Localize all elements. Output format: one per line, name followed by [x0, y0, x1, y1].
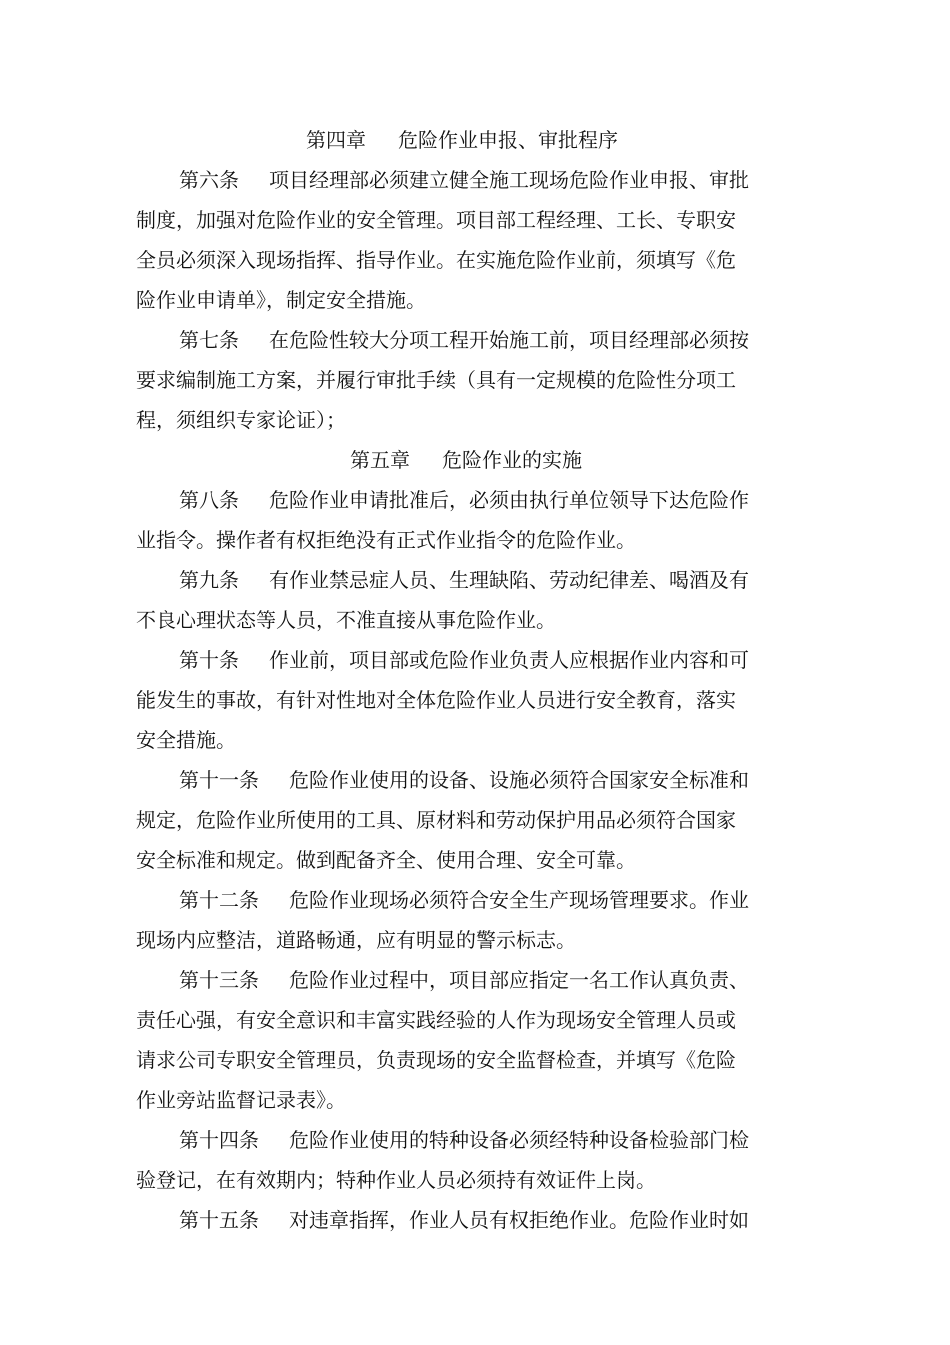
article-line	[136, 960, 776, 1000]
article-line	[136, 560, 776, 600]
chapter-heading	[136, 440, 776, 480]
document-page	[136, 120, 776, 1240]
chapter-title: 危险作业的实施	[442, 448, 582, 472]
article-text: 在危险性较大分项工程开始施工前，项目经理部必须按	[269, 328, 749, 352]
article-line: 规定，危险作业所使用的工具、原材料和劳动保护用品必须符合国家	[136, 808, 736, 832]
article-text: 危险作业使用的设备、设施必须符合国家安全标准和	[289, 768, 749, 792]
article-number: 第十四条	[179, 1128, 259, 1152]
article-line: 全员必须深入现场指挥、指导作业。在实施危险作业前，须填写《危	[136, 248, 736, 272]
article-number: 第十二条	[179, 888, 259, 912]
article-line: 现场内应整洁，道路畅通，应有明显的警示标志。	[136, 928, 576, 952]
article-line	[136, 160, 776, 200]
article-line: 安全措施。	[136, 728, 236, 752]
article-text: 有作业禁忌症人员、生理缺陷、劳动纪律差、喝酒及有	[269, 568, 749, 592]
chapter-number: 第五章	[350, 448, 410, 472]
article-line: 作业旁站监督记录表》。	[136, 1088, 346, 1112]
chapter-title: 危险作业申报、审批程序	[398, 128, 618, 152]
article-line	[136, 1120, 776, 1160]
article-number: 第八条	[179, 488, 239, 512]
article-text: 危险作业使用的特种设备必须经特种设备检验部门检	[289, 1128, 749, 1152]
article-number: 第九条	[179, 568, 239, 592]
article-line	[136, 480, 776, 520]
article-number: 第十三条	[179, 968, 259, 992]
article-text: 项目经理部必须建立健全施工现场危险作业申报、审批	[269, 168, 749, 192]
article-line	[136, 640, 776, 680]
article-number: 第十五条	[179, 1208, 259, 1232]
article-line: 业指令。操作者有权拒绝没有正式作业指令的危险作业。	[136, 528, 636, 552]
article-number: 第七条	[179, 328, 239, 352]
article-number: 第十一条	[179, 768, 259, 792]
article-number: 第十条	[179, 648, 239, 672]
article-line: 请求公司专职安全管理员，负责现场的安全监督检查，并填写《危险	[136, 1048, 736, 1072]
article-line	[136, 1200, 776, 1240]
article-line: 不良心理状态等人员，不准直接从事危险作业。	[136, 608, 556, 632]
article-line: 能发生的事故，有针对性地对全体危险作业人员进行安全教育，落实	[136, 688, 736, 712]
article-line: 要求编制施工方案，并履行审批手续（具有一定规模的危险性分项工	[136, 368, 736, 392]
article-line	[136, 320, 776, 360]
article-text: 危险作业过程中，项目部应指定一名工作认真负责、	[289, 968, 749, 992]
article-line	[136, 760, 776, 800]
chapter-heading	[136, 120, 776, 160]
article-text: 危险作业申请批准后，必须由执行单位领导下达危险作	[269, 488, 749, 512]
article-number: 第六条	[179, 168, 239, 192]
article-line	[136, 880, 776, 920]
article-text: 作业前，项目部或危险作业负责人应根据作业内容和可	[269, 648, 749, 672]
article-line: 险作业申请单》，制定安全措施。	[136, 288, 426, 312]
article-line: 责任心强，有安全意识和丰富实践经验的人作为现场安全管理人员或	[136, 1008, 736, 1032]
article-line: 制度，加强对危险作业的安全管理。项目部工程经理、工长、专职安	[136, 208, 736, 232]
article-text: 对违章指挥，作业人员有权拒绝作业。危险作业时如	[289, 1208, 749, 1232]
chapter-number: 第四章	[306, 128, 366, 152]
article-line: 验登记，在有效期内；特种作业人员必须持有效证件上岗。	[136, 1168, 656, 1192]
article-text: 危险作业现场必须符合安全生产现场管理要求。作业	[289, 888, 749, 912]
article-line: 程，须组织专家论证）；	[136, 408, 346, 432]
article-line: 安全标准和规定。做到配备齐全、使用合理、安全可靠。	[136, 848, 636, 872]
